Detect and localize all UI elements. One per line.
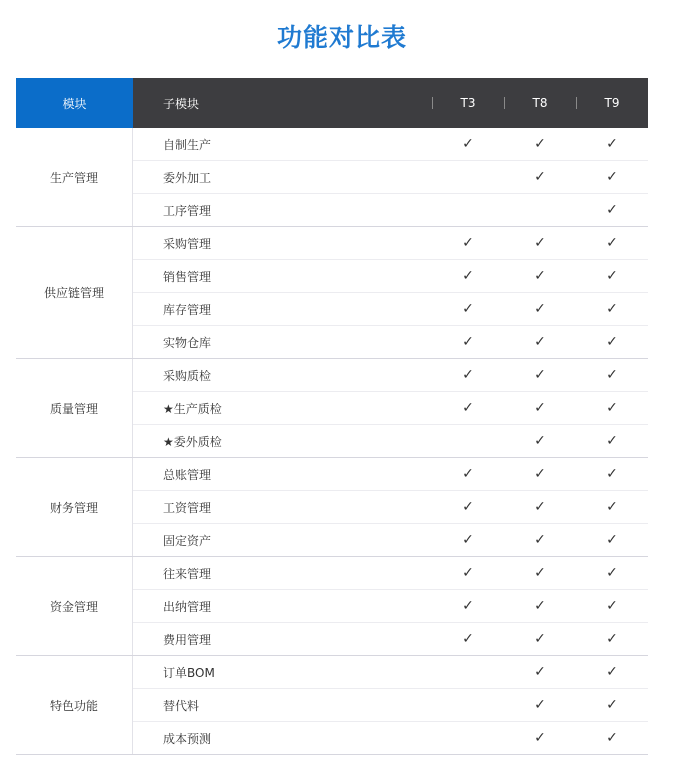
check-icon: ✓: [462, 136, 474, 152]
check-icon: ✓: [534, 466, 546, 482]
table-row: [133, 524, 648, 556]
table-row: [133, 227, 648, 260]
table-row: [133, 491, 648, 524]
submodule-name: 工资管理: [163, 500, 212, 515]
module-group: [16, 458, 648, 557]
submodule-name: 实物仓库: [163, 335, 212, 350]
check-icon: ✓: [534, 664, 546, 680]
submodule-name: 总账管理: [163, 467, 212, 482]
module-name: 资金管理: [16, 557, 133, 655]
table-row: [133, 425, 648, 457]
table-row: [133, 260, 648, 293]
header-version-t8: [504, 78, 576, 128]
table-row: [133, 392, 648, 425]
check-icon: ✓: [606, 169, 618, 185]
header-submodule: 子模块: [163, 96, 200, 111]
check-icon: ✓: [606, 400, 618, 416]
page-title: 功能对比表: [276, 23, 407, 52]
header-divider: [432, 97, 433, 109]
check-icon: ✓: [606, 433, 618, 449]
check-icon: ✓: [606, 136, 618, 152]
table-row: [133, 689, 648, 722]
header-version-label: T3: [460, 96, 476, 110]
empty-cell: [432, 194, 504, 226]
check-icon: ✓: [534, 169, 546, 185]
submodule-name: 替代料: [163, 698, 200, 713]
submodule-name: 出纳管理: [163, 599, 212, 614]
module-name: 生产管理: [16, 128, 133, 226]
table-row: [133, 623, 648, 655]
module-group: [16, 359, 648, 458]
table-row: [133, 293, 648, 326]
check-icon: ✓: [462, 532, 474, 548]
check-icon: ✓: [534, 136, 546, 152]
table-header: [16, 78, 648, 128]
check-icon: ✓: [462, 598, 474, 614]
check-icon: ✓: [534, 235, 546, 251]
submodule-name: 采购管理: [163, 236, 212, 251]
header-version-t3: [432, 78, 504, 128]
check-icon: ✓: [462, 631, 474, 647]
check-icon: ✓: [606, 565, 618, 581]
table-row: [133, 194, 648, 226]
submodule-name: ★委外质检: [163, 434, 222, 449]
check-icon: ✓: [606, 235, 618, 251]
submodule-name: 成本预测: [163, 731, 212, 746]
submodule-name: 销售管理: [163, 269, 212, 284]
check-icon: ✓: [534, 334, 546, 350]
check-icon: ✓: [534, 367, 546, 383]
check-icon: ✓: [534, 433, 546, 449]
check-icon: ✓: [534, 598, 546, 614]
module-group: [16, 227, 648, 359]
check-icon: ✓: [606, 202, 618, 218]
submodule-name: 固定资产: [163, 533, 212, 548]
check-icon: ✓: [606, 334, 618, 350]
module-name: 特色功能: [16, 656, 133, 754]
empty-cell: [504, 194, 576, 226]
empty-cell: [432, 722, 504, 754]
check-icon: ✓: [606, 367, 618, 383]
check-icon: ✓: [606, 466, 618, 482]
submodule-name: 往来管理: [163, 566, 212, 581]
check-icon: ✓: [606, 664, 618, 680]
check-icon: ✓: [534, 631, 546, 647]
empty-cell: [432, 161, 504, 193]
submodule-name: 费用管理: [163, 632, 212, 647]
check-icon: ✓: [606, 598, 618, 614]
check-icon: ✓: [462, 235, 474, 251]
check-icon: ✓: [534, 730, 546, 746]
table-row: [133, 161, 648, 194]
check-icon: ✓: [606, 499, 618, 515]
check-icon: ✓: [462, 466, 474, 482]
check-icon: ✓: [462, 268, 474, 284]
check-icon: ✓: [462, 334, 474, 350]
submodule-name: 订单BOM: [163, 665, 215, 680]
header-divider: [576, 97, 577, 109]
header-bar: [133, 78, 648, 128]
table-body: [16, 128, 648, 755]
check-icon: ✓: [534, 532, 546, 548]
header-version-label: T9: [604, 96, 620, 110]
comparison-table: [16, 78, 648, 755]
table-row: [133, 458, 648, 491]
empty-cell: [432, 656, 504, 688]
submodule-name: 自制生产: [163, 137, 212, 152]
table-row: [133, 359, 648, 392]
header-version-t9: [576, 78, 648, 128]
check-icon: ✓: [462, 565, 474, 581]
check-icon: ✓: [606, 301, 618, 317]
table-row: [133, 326, 648, 358]
submodule-name: 工序管理: [163, 203, 212, 218]
check-icon: ✓: [606, 631, 618, 647]
submodule-name: 采购质检: [163, 368, 212, 383]
table-row: [133, 590, 648, 623]
table-row: [133, 128, 648, 161]
module-group: [16, 557, 648, 656]
submodule-name: 委外加工: [163, 170, 212, 185]
check-icon: ✓: [534, 565, 546, 581]
check-icon: ✓: [606, 730, 618, 746]
check-icon: ✓: [534, 268, 546, 284]
empty-cell: [432, 425, 504, 457]
check-icon: ✓: [606, 268, 618, 284]
check-icon: ✓: [534, 301, 546, 317]
submodule-name: 库存管理: [163, 302, 212, 317]
header-version-label: T8: [532, 96, 548, 110]
table-row: [133, 557, 648, 590]
check-icon: ✓: [606, 532, 618, 548]
check-icon: ✓: [462, 367, 474, 383]
check-icon: ✓: [462, 400, 474, 416]
module-name: 供应链管理: [16, 227, 133, 358]
table-row: [133, 656, 648, 689]
check-icon: ✓: [462, 499, 474, 515]
table-row: [133, 722, 648, 754]
check-icon: ✓: [462, 301, 474, 317]
empty-cell: [432, 689, 504, 721]
module-name: 财务管理: [16, 458, 133, 556]
submodule-name: ★生产质检: [163, 401, 222, 416]
check-icon: ✓: [606, 697, 618, 713]
module-group: [16, 656, 648, 755]
check-icon: ✓: [534, 400, 546, 416]
module-name: 质量管理: [16, 359, 133, 457]
check-icon: ✓: [534, 499, 546, 515]
header-module: 模块: [16, 78, 133, 128]
header-divider: [504, 97, 505, 109]
check-icon: ✓: [534, 697, 546, 713]
module-group: [16, 128, 648, 227]
